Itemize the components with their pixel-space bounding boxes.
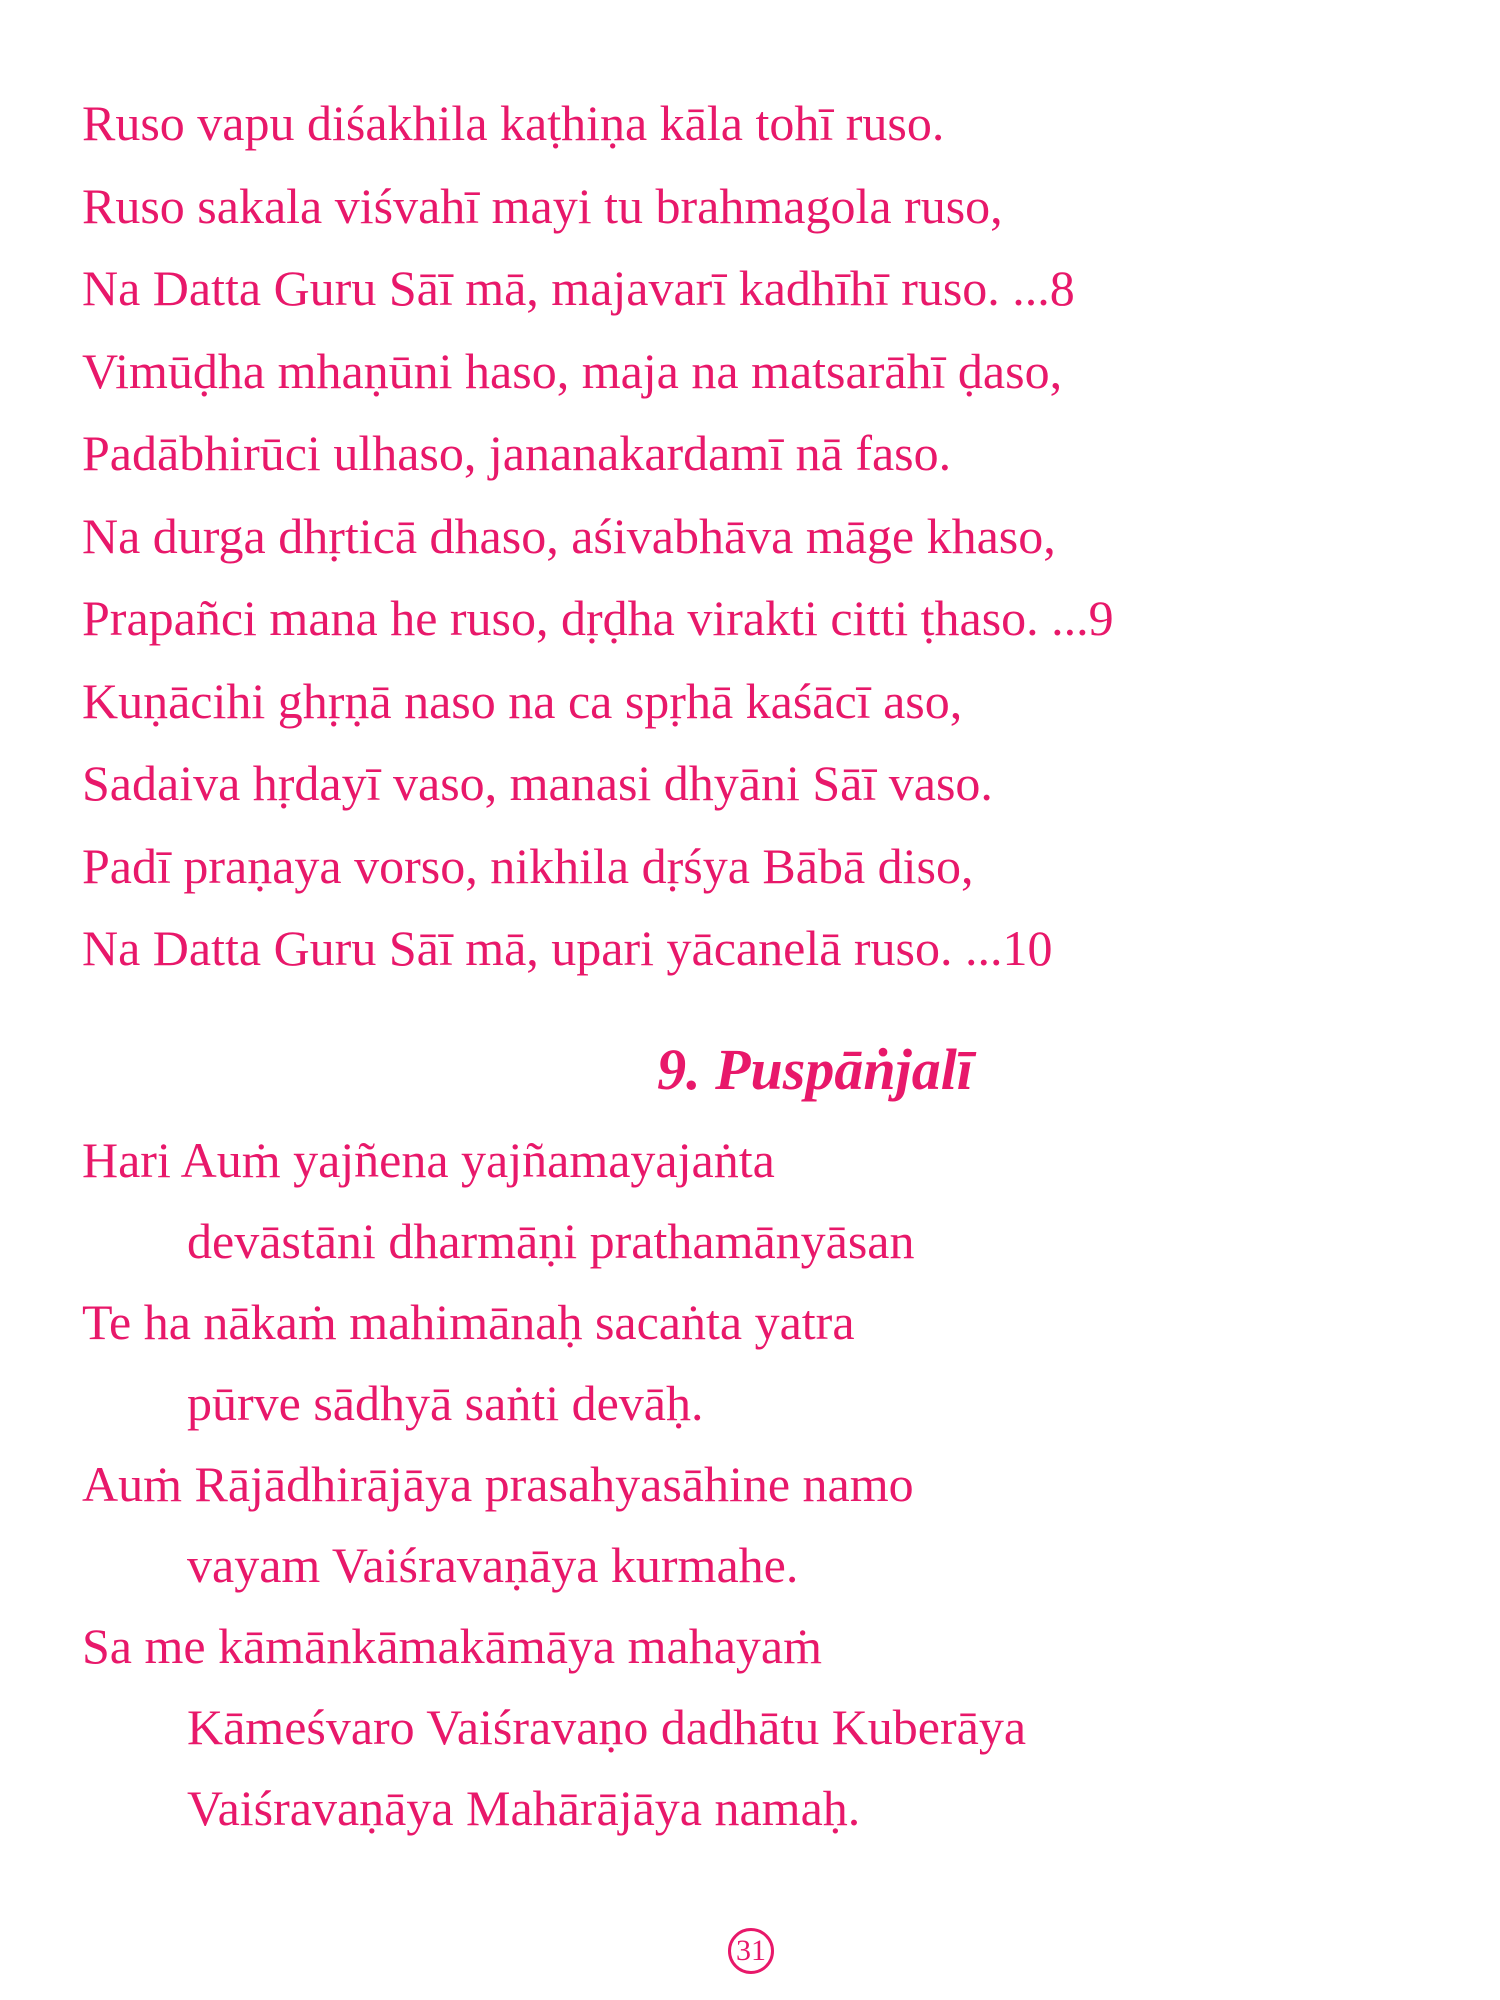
page-number: 31 <box>728 1928 774 1974</box>
prayer-line: Auṁ Rājādhirājāya prasahyasāhine namo <box>82 1456 914 1512</box>
prayer-block <box>82 1120 1442 1849</box>
prayer-line: Kāmeśvaro Vaiśravaṇo dadhātu Kuberāya <box>187 1699 1027 1755</box>
verse-line: Ruso sakala viśvahī mayi tu brahmagola ruso, <box>82 177 1003 234</box>
verse-line: Kuṇācihi ghṛṇā naso na ca spṛhā kaśācī aso, <box>82 672 963 729</box>
verse-line: Na durga dhṛticā dhaso, aśivabhāva māge khaso, <box>82 507 1056 564</box>
prayer-line: pūrve sādhyā saṅti devāḥ. <box>187 1375 704 1431</box>
section-title: 9. Puspāṅjalī <box>657 1037 973 1102</box>
verse-line: Ruso vapu diśakhila kaṭhiṇa kāla tohī ruso. <box>82 95 945 151</box>
prayer-line: Vaiśravaṇāya Mahārājāya namaḥ. <box>187 1780 861 1836</box>
verse-line: Sadaiva hṛdayī vaso, manasi dhyāni Sāī vaso. <box>82 755 993 811</box>
verse-line: Vimūḍha mhaṇūni haso, maja na matsarāhī ḍaso, <box>82 342 1063 399</box>
verse-line: Prapañci mana he ruso, dṛḍha virakti citti ṭhaso. ...9 <box>82 590 1114 646</box>
prayer-line: Hari Auṁ yajñena yajñamayajaṅta <box>82 1132 775 1188</box>
verse-line: Na Datta Guru Sāī mā, upari yācanelā ruso. ...10 <box>82 920 1053 976</box>
verse-line: Padī praṇaya vorso, nikhila dṛśya Bābā diso, <box>82 837 974 894</box>
verse-line: Padābhirūci ulhaso, jananakardamī nā faso. <box>82 425 952 481</box>
prayer-line: Sa me kāmānkāmakāmāya mahayaṁ <box>82 1618 822 1674</box>
verse-line: Na Datta Guru Sāī mā, majavarī kadhīhī ruso. ...8 <box>82 260 1075 316</box>
verse-block <box>82 82 1442 990</box>
prayer-line: devāstāni dharmāṇi prathamānyāsan <box>187 1213 915 1269</box>
prayer-line: vayam Vaiśravaṇāya kurmahe. <box>187 1537 799 1593</box>
prayer-line: Te ha nākaṁ mahimānaḥ sacaṅta yatra <box>82 1294 855 1350</box>
